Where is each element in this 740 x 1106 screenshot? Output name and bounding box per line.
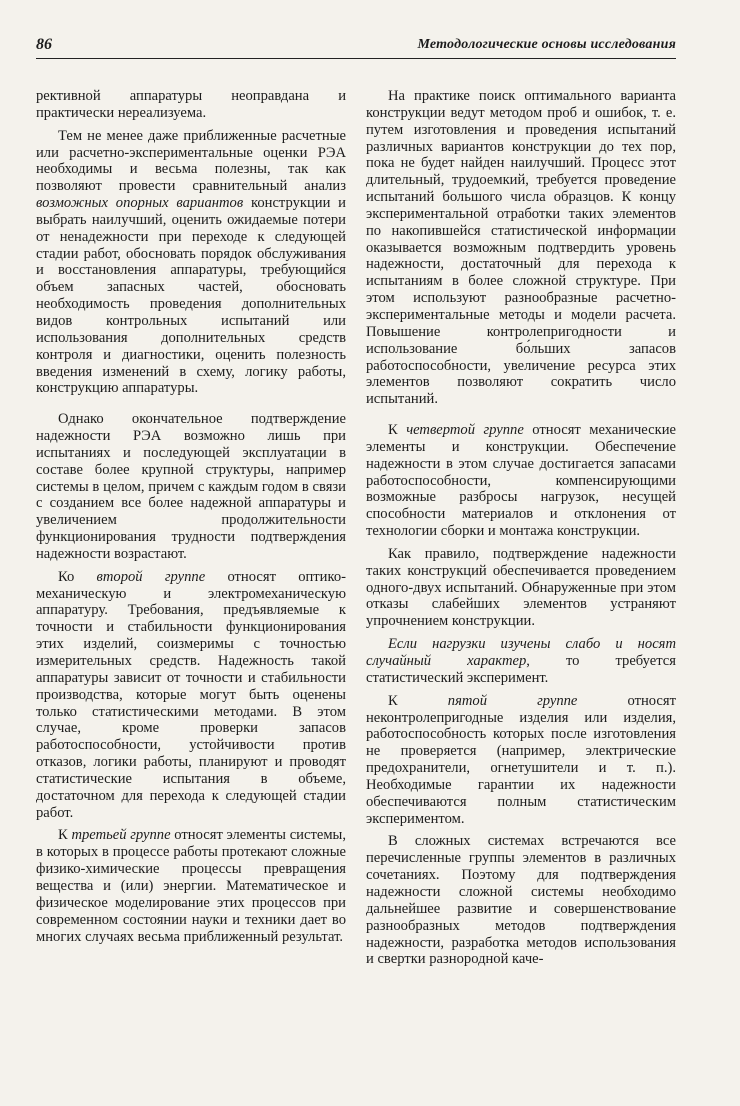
paragraph: В сложных системах встречаются все перечисленные группы элементов в различных сочетаниях. Поэтому для подтверждения надежности сложной системы необходимо дальнейшее развитие и совершенствование разнообразных методов подтверждения надежности, разработка методов использования и свертки разнородной каче- — [366, 833, 676, 968]
paragraph: К пятой группе относят неконтролепригодные изделия или изделия, работоспособность которых после изготовления не проверяется (например, электрические предохранители, огнетушители и т. п.). Необходимые гарантии их надежности обеспечиваются полным статистическим экспериментом. — [366, 692, 676, 827]
paragraph: К третьей группе относят элементы системы, в которых в процессе работы протекают сложные физико-химические процессы превращения вещества и (или) энергии. Математическое и физическое моделирование этих процессов при современном состоянии науки и техники дает во многих случаях весьма приближенный результат. — [36, 827, 347, 945]
paragraph: рективной аппаратуры неоправдана и практически нереализуема. — [36, 88, 346, 121]
paragraph: Если нагрузки изучены слабо и носят случайный характер, то требуется статистический эксперимент. — [366, 636, 676, 686]
emphasis: Если нагрузки изучены слабо и носят случайный характер — [366, 636, 676, 669]
page-number: 86 — [36, 36, 52, 53]
right-column — [366, 88, 676, 974]
paragraph: К четвертой группе относят механические элементы и конструкции. Обеспечение надежности в этом случае достигается запасами работоспособности, компенсирующими возможные разбросы нагрузок, несущей способности материалов и отклонения от технологии сборки и монтажа конструкции. — [366, 422, 676, 540]
paragraph: Однако окончательное подтверждение надежности РЭА возможно лишь при испытаниях и последующей эксплуатации в составе более крупной структуры, например системы в целом, причем с каждым годом в связи с созданием все более надежной аппаратуры и увеличением продолжительности функционирования трудности подтверждения надежности возрастают. — [36, 411, 346, 562]
emphasis: пятой группе — [447, 692, 578, 709]
emphasis: четвертой группе — [406, 422, 524, 439]
paragraph: Тем не менее даже приближенные расчетные или расчетно-экспериментальные оценки РЭА необходимы и весьма полезны, так как позволяют провести сравнительный анализ возможных опорных вариантов конструкции и выбрать наилучший, оценить ожидаемые потери от ненадежности при переходе к следующей стадии работ, обосновать порядок обслуживания и восстановления аппаратуры, требующийся объем запасных частей, обосновать необходимость проведения дополнительных видов контрольных испытаний или использования дополнительных средств контроля и диагностики, оценить полезность введения изменений в схему, логику работы, конструкцию аппаратуры. — [36, 127, 346, 397]
paragraph: Как правило, подтверждение надежности таких конструкций обеспечивается проведением одного-двух испытаний. Обнаруженные при этом отказы слабейших элементов устраняют упрочнением конструкции. — [366, 545, 676, 630]
paragraph: На практике поиск оптимального варианта конструкции ведут методом проб и ошибок, т. е. путем изготовления и проведения испытаний различных вариантов конструкции до тех пор, пока не будет найден наилучший. Процесс этот длительный, трудоемкий, требуется проведение испытаний большого числа образцов. К концу экспериментальной отработки таких элементов по накопившейся статистической информации оказывается возможным подтвердить уровень надежности, достаточный для перехода к испытаниям в более сложной структуре. При этом используют разнообразные расчетно-экспериментальные методы и модели расчета. Повышение контролепригодности и использование бо́льших запасов работоспособности, увеличение ресурса этих элементов позволяют сократить число испытаний. — [366, 88, 676, 408]
running-title: Методологические основы исследования — [417, 37, 676, 52]
paragraph: Ко второй группе относят оптико-механическую и электромеханическую аппаратуру. Требования, предъявляемые к точности и стабильности функционирования этих изделий, соизмеримы с точностью измерительных средств. Надежность такой аппаратуры зависит от точности и стабильности производства, которые могут быть оценены только статистическими методами. В этом случае, кроме проверки запасов работоспособности, устойчивости против отказов, логики работы, планируют и проводят статистические испытания в объеме, достаточном для перехода к следующей стадии работ. — [36, 568, 346, 821]
emphasis: второй группе — [96, 568, 206, 585]
left-column — [36, 88, 346, 951]
emphasis: возможных опорных вариантов — [36, 195, 244, 212]
running-header — [36, 36, 676, 59]
emphasis: третьей группе — [71, 827, 171, 844]
